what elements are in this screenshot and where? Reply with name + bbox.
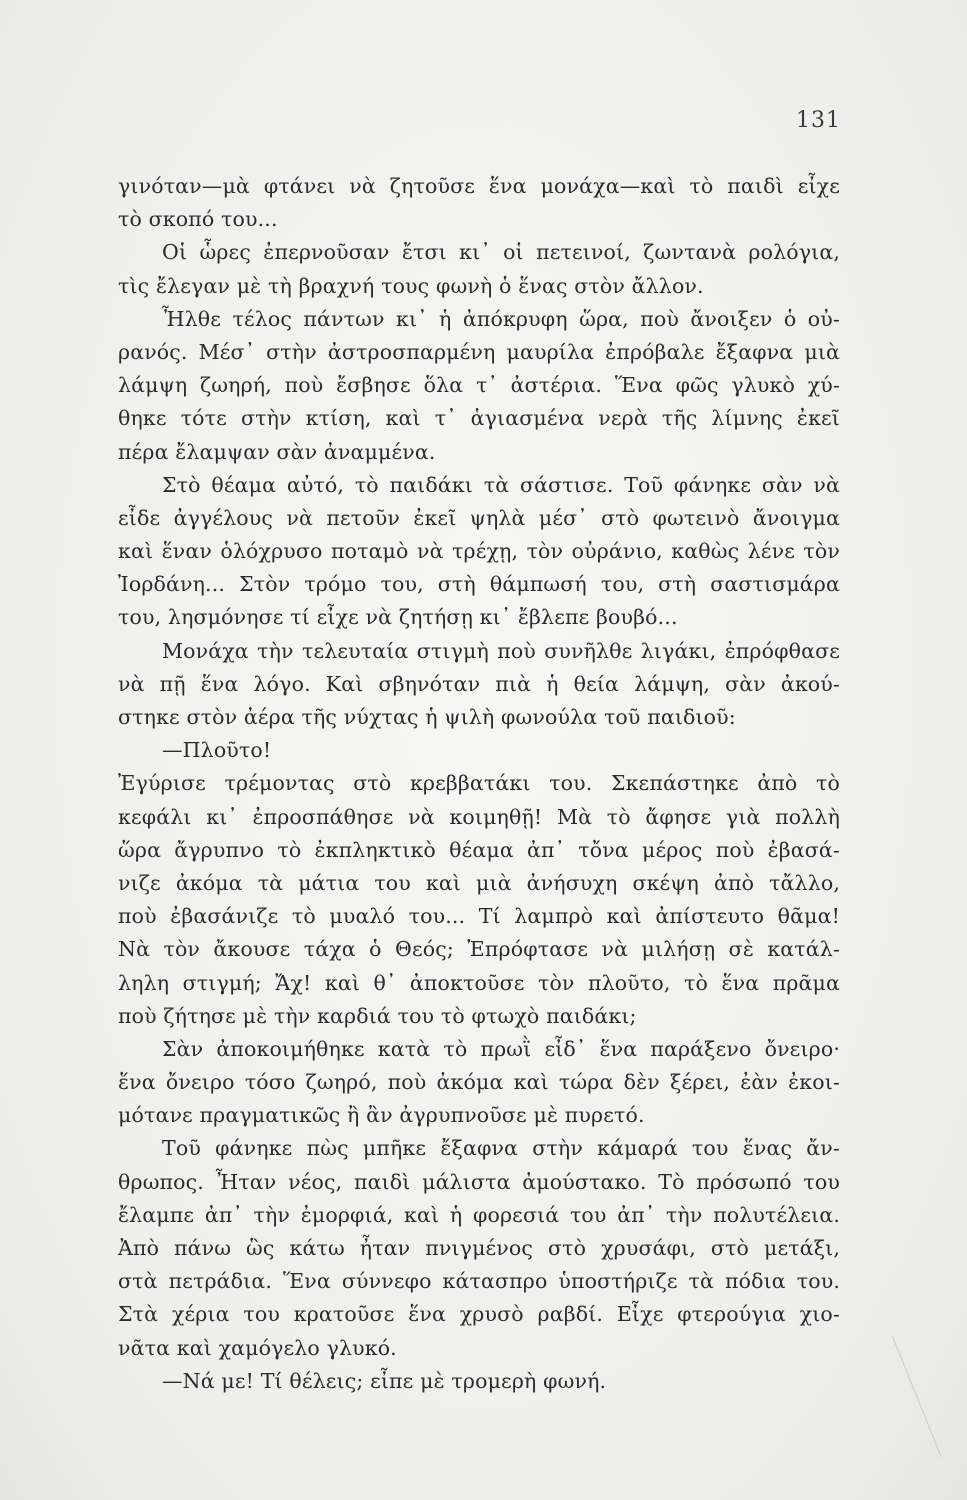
text-line: Οἱ ὧρες ἐπερνοῦσαν ἔτσι κι᾿ οἱ πετεινοί, ζωντανὰ ρολόγια,: [162, 240, 840, 265]
page-scratch-mark: [892, 1333, 949, 1457]
text-line: ἕνα ὄνειρο τόσο ζωηρό, ποὺ ἀκόμα καὶ τώρα δὲν ξέρει, ἐὰν ἐκοι-: [118, 1070, 840, 1095]
text-line: Στὰ χέρια του κρατοῦσε ἕνα χρυσὸ ραβδί. Εἶχε φτερούγια χιο-: [118, 1302, 840, 1327]
body-text: [118, 170, 840, 1398]
text-line: τὸ σκοπό του...: [118, 207, 278, 232]
text-line: Ἰορδάνη... Στὸν τρόμο του, στὴ θάμπωσή του, στὴ σαστισμάρα: [118, 572, 840, 597]
text-line: γινόταν—μὰ φτάνει νὰ ζητοῦσε ἕνα μονάχα—καὶ τὸ παιδὶ εἶχε: [118, 174, 840, 198]
text-line: λάμψη ζωηρή, ποὺ ἔσβησε ὅλα τ᾿ ἀστέρια. Ἕνα φῶς γλυκὸ χύ-: [118, 373, 840, 398]
text-line: Σὰν ἀποκοιμήθηκε κατὰ τὸ πρωῒ εἶδ᾿ ἕνα παράξενο ὄνειρο·: [162, 1036, 840, 1061]
text-line: τὶς ἔλεγαν μὲ τὴ βραχνή τους φωνὴ ὁ ἕνας στὸν ἄλλον.: [118, 273, 704, 298]
text-line: στηκε στὸν ἀέρα τῆς νύχτας ἡ ψιλὴ φωνούλα τοῦ παιδιοῦ:: [118, 705, 736, 729]
text-line: ρανός. Μέσ᾿ στὴν ἀστροσπαρμένη μαυρίλα ἐπρόβαλε ἔξαφνα μιὰ: [118, 339, 840, 364]
text-line: νᾶτα καὶ χαμόγελο γλυκό.: [118, 1335, 397, 1360]
text-line: ποὺ ζήτησε μὲ τὴν καρδιά του τὸ φτωχὸ παιδάκι;: [118, 1003, 637, 1028]
text-line: νὰ πῇ ἕνα λόγο. Καὶ σβηνόταν πιὰ ἡ θεία λάμψη, σὰν ἀκού-: [118, 671, 840, 696]
text-line: κεφάλι κι᾿ ἐπροσπάθησε νὰ κοιμηθῇ! Μὰ τὸ ἄφησε γιὰ πολλὴ: [118, 804, 840, 829]
text-line: ποὺ ἐβασάνιζε τὸ μυαλό του... Τί λαμπρὸ καὶ ἀπίστευτο θᾶμα!: [118, 904, 840, 929]
text-line: —Πλοῦτο!: [162, 738, 272, 763]
text-line: —Νά με! Τί θέλεις; εἶπε μὲ τρομερὴ φωνή.: [162, 1368, 607, 1393]
text-line: εἶδε ἀγγέλους νὰ πετοῦν ἐκεῖ ψηλὰ μέσ᾿ στὸ φωτεινὸ ἄνοιγμα: [118, 505, 840, 530]
text-line: στὰ πετράδια. Ἕνα σύννεφο κάτασπρο ὑποστήριζε τὰ πόδια του.: [118, 1269, 840, 1294]
text-line: Στὸ θέαμα αὐτό, τὸ παιδάκι τὰ σάστισε. Τοῦ φάνηκε σὰν νὰ: [162, 472, 840, 497]
text-line: ληλη στιγμή; Ἄχ! καὶ θ᾿ ἀποκτοῦσε τὸν πλοῦτο, τὸ ἕνα πρᾶμα: [118, 970, 840, 995]
text-line: νιζε ἀκόμα τὰ μάτια του καὶ μιὰ ἀνήσυχη σκέψη ἀπὸ τἄλλο,: [118, 870, 840, 895]
text-line: Νὰ τὸν ἄκουσε τάχα ὁ Θεός; Ἐπρόφτασε νὰ μιλήσῃ σὲ κατάλ-: [118, 937, 840, 962]
text-line: θηκε τότε στὴν κτίση, καὶ τ᾿ ἁγιασμένα νερὰ τῆς λίμνης ἐκεῖ: [118, 406, 840, 431]
page-number: 131: [796, 108, 841, 133]
text-line: μότανε πραγματικῶς ἢ ἂν ἀγρυπνοῦσε μὲ πυρετό.: [118, 1103, 645, 1128]
text-line: ὥρα ἄγρυπνο τὸ ἐκπληκτικὸ θέαμα ἀπ᾿ τὄνα μέρος ποὺ ἐβασά-: [118, 837, 840, 862]
text-line: του, λησμόνησε τί εἶχε νὰ ζητήσῃ κι᾿ ἔβλεπε βουβό...: [118, 605, 678, 630]
text-line: Μονάχα τὴν τελευταία στιγμὴ ποὺ συνῆλθε λιγάκι, ἐπρόφθασε: [162, 638, 840, 663]
text-line: Ἦλθε τέλος πάντων κι᾿ ἡ ἀπόκρυφη ὥρα, ποὺ ἄνοιξεν ὁ οὐ-: [162, 306, 840, 331]
text-line: Τοῦ φάνηκε πὼς μπῆκε ἔξαφνα στὴν κάμαρά του ἕνας ἄν-: [162, 1136, 840, 1161]
text-line: Ἀπὸ πάνω ὣς κάτω ἦταν πνιγμένος στὸ χρυσάφι, στὸ μετάξι,: [118, 1236, 840, 1260]
text-line: ἔλαμπε ἀπ᾿ τὴν ἐμορφιά, καὶ ἡ φορεσιά του ἀπ᾿ τὴν πολυτέλεια.: [118, 1202, 840, 1227]
text-line: καὶ ἕναν ὁλόχρυσο ποταμὸ νὰ τρέχῃ, τὸν οὐράνιο, καθὼς λένε τὸν: [118, 539, 840, 564]
text-line: θρωπος. Ἦταν νέος, παιδὶ μάλιστα ἀμούστακο. Τὸ πρόσωπό του: [118, 1169, 840, 1194]
text-line: Ἐγύρισε τρέμοντας στὸ κρεββατάκι του. Σκεπάστηκε ἀπὸ τὸ: [118, 771, 840, 796]
text-line: πέρα ἔλαμψαν σὰν ἀναμμένα.: [118, 439, 436, 464]
